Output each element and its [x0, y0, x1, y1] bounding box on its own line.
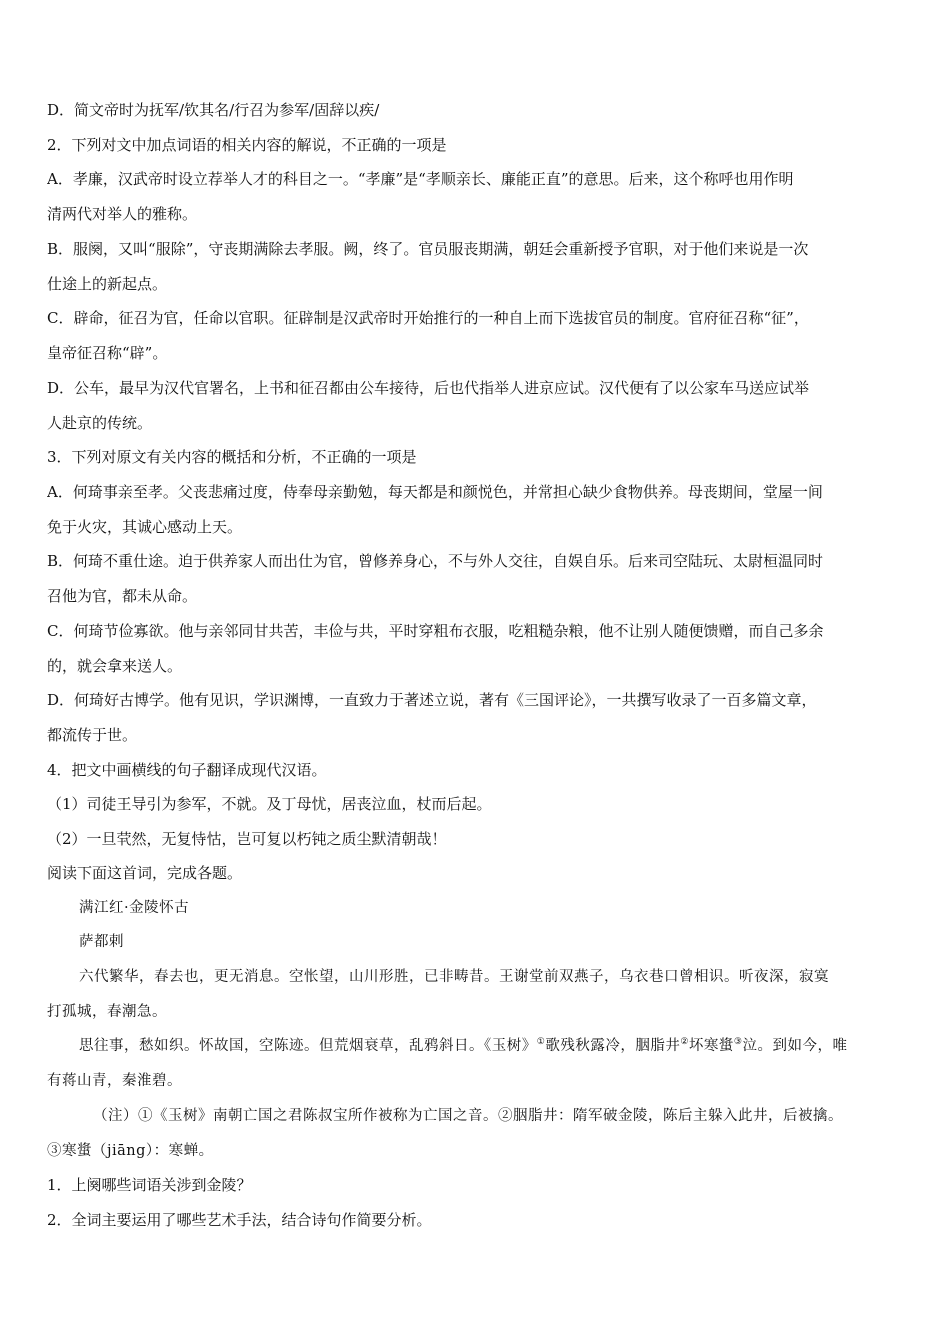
poem-note-line2: ③寒螀（jiāng）：寒蝉。	[47, 1142, 214, 1159]
question-2-stem: 2．下列对文中加点词语的相关内容的解说，不正确的一项是	[47, 135, 447, 154]
q2-option-c-line1: C．辟命，征召为官，任命以官职。征辟制是汉武帝时开始推行的一种自上而下选拔官员的制度。官府征召称“征”，	[47, 309, 809, 327]
poem-title: 满江红·金陵怀古	[79, 899, 190, 916]
q3-option-d-line1: D．何琦好古博学。他有见识，学识渊博，一直致力于著述立说，著有《三国评论》，一共撰写收录了一百多篇文章，	[47, 691, 817, 709]
footnote-ref-3: ③	[733, 1037, 743, 1048]
poem-stanza-2-line2: 有蒋山青，秦淮碧。	[47, 1073, 182, 1089]
q2-option-b-line2: 仕途上的新起点。	[47, 274, 168, 293]
option-d-punctuation: D．简文帝时为抚军/钦其名/行召为参军/固辞以疾/	[47, 101, 380, 119]
sub-question-1: 1．上阕哪些词语关涉到金陵？	[47, 1176, 252, 1194]
footnote-ref-2: ②	[680, 1037, 689, 1048]
q4-sentence-1: （1）司徒王导引为参军，不就。及丁母忧，居丧泣血，杖而后起。	[47, 795, 492, 813]
q2-option-a-line2: 清两代对举人的雅称。	[47, 205, 198, 223]
poem-stanza-2-part-d: 泣。到如今，唯	[742, 1038, 848, 1054]
q2-option-b-line1: B．服阕，又叫“服除”，守丧期满除去孝服。阙，终了。官员服丧期满，朝廷会重新授予官职，对于他们来说是一次	[47, 239, 809, 258]
q2-option-d-line2: 人赴京的传统。	[47, 413, 153, 432]
poem-author: 萨都剌	[79, 934, 124, 950]
poem-section-intro: 阅读下面这首词，完成各题。	[47, 864, 243, 882]
poem-note-line1: （注）①《玉树》南朝亡国之君陈叔宝所作被称为亡国之音。②胭脂井：隋军破金陵，陈后主躲入此井，后被擒。	[93, 1107, 843, 1124]
poem-stanza-2-part-a: 思往事，愁如织。怀故国，空陈迹。但荒烟衰草，乱鸦斜日。《玉树》	[79, 1038, 537, 1054]
q3-option-c-line2: 的，就会拿来送人。	[47, 656, 183, 675]
q3-option-b-line1: B．何琦不重仕途。迫于供养家人而出仕为官，曾修养身心，不与外人交往，自娱自乐。后来司空陆玩、太尉桓温同时	[47, 552, 824, 570]
poem-stanza-1-line2: 打孤城，春潮急。	[47, 1003, 167, 1020]
q3-option-a-line2: 免于火灾，其诚心感动上天。	[47, 517, 243, 536]
q3-option-c-line1: C．何琦节俭寡欲。他与亲邻同甘共苦，丰俭与共，平时穿粗布衣服，吃粗糙杂粮，他不让别人随便馈赠，而自己多余	[47, 621, 824, 640]
q2-option-c-line2: 皇帝征召称“辟”。	[47, 344, 168, 362]
poem-stanza-2-part-b: 歌残秋露冷，胭脂井	[545, 1038, 681, 1054]
poem-stanza-2-line1	[47, 1036, 909, 1056]
footnote-ref-1: ①	[536, 1037, 546, 1048]
question-4-stem: 4．把文中画横线的句子翻译成现代汉语。	[47, 760, 327, 779]
sub-question-2: 2．全词主要运用了哪些艺术手法，结合诗句作简要分析。	[47, 1210, 432, 1229]
q3-option-d-line2: 都流传于世。	[47, 726, 138, 744]
q3-option-b-line2: 召他为官，都未从命。	[47, 587, 198, 605]
q2-option-d-line1: D．公车，最早为汉代官署名，上书和征召都由公车接待，后也代指举人进京应试。汉代便有了以公家车马送应试举	[47, 378, 810, 397]
q2-option-a-line1: A．孝廉，汉武帝时设立荐举人才的科目之一。“孝廉”是“孝顺亲长、廉能正直”的意思。后来，这个称呼也用作明	[47, 170, 794, 188]
document-body	[47, 100, 909, 1230]
question-3-stem: 3．下列对原文有关内容的概括和分析，不正确的一项是	[47, 448, 417, 466]
q3-option-a-line1: A．何琦事亲至孝。父丧悲痛过度，侍奉母亲勤勉，每天都是和颜悦色，并常担心缺少食物供养。母丧期间，堂屋一间	[47, 482, 823, 501]
poem-stanza-1-line1: 六代繁华，春去也，更无消息。空怅望，山川形胜，已非畴昔。王谢堂前双燕子，乌衣巷口曾相识。听夜深，寂寞	[79, 968, 829, 985]
poem-stanza-2-part-c: 坏寒螀	[688, 1038, 734, 1054]
q4-sentence-2: （2）一旦茕然，无复恃怙，岂可复以朽钝之质尘默清朝哉！	[47, 829, 447, 848]
